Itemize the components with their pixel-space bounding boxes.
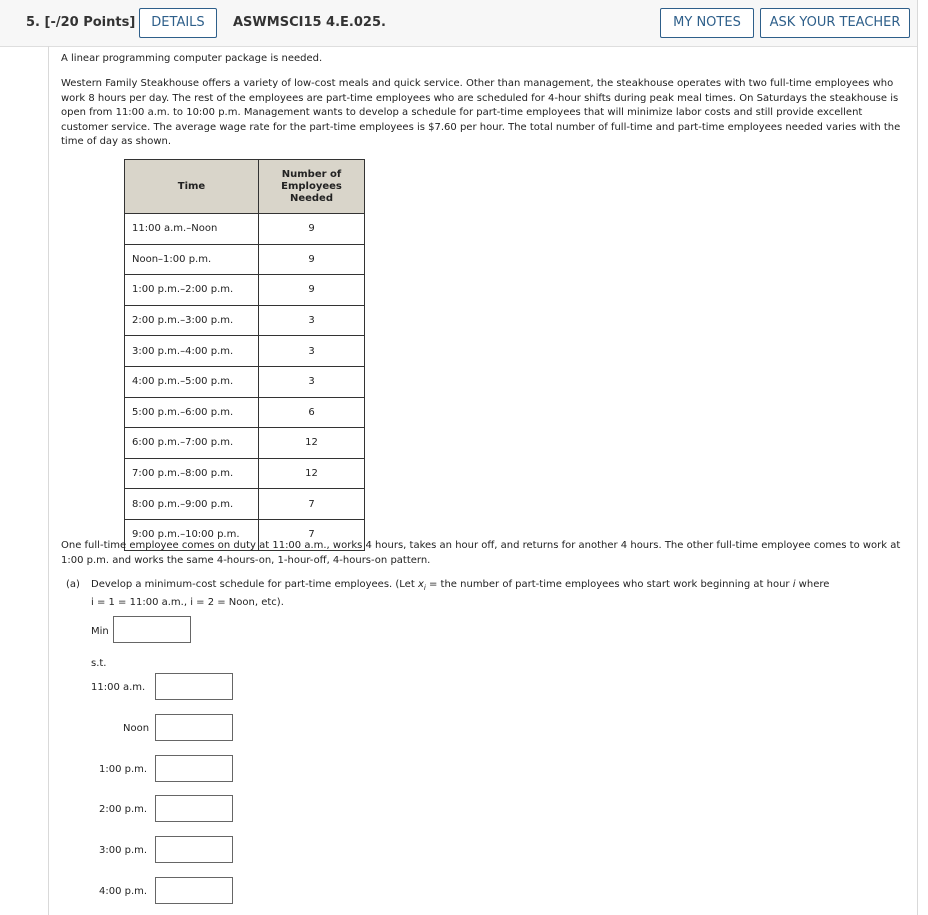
time-cell: 2:00 p.m.–3:00 p.m. [125, 305, 259, 336]
time-cell: Noon–1:00 p.m. [125, 244, 259, 275]
part-a-text-2: = the number of part-time employees who start work beginning at hour [425, 579, 793, 590]
table-row [125, 366, 365, 397]
table-row [125, 397, 365, 428]
my-notes-button[interactable]: MY NOTES [660, 8, 754, 38]
var-x: x [417, 579, 424, 590]
time-cell: 6:00 p.m.–7:00 p.m. [125, 428, 259, 459]
count-cell: 9 [259, 244, 365, 275]
count-cell: 3 [259, 305, 365, 336]
content-frame-right-border [917, 0, 918, 915]
question-number: 5. [-/20 Points] [26, 15, 136, 30]
table-row [125, 336, 365, 367]
part-a-line2: i = 1 = 11:00 a.m., i = 2 = Noon, etc). [91, 596, 284, 608]
count-cell: 12 [259, 428, 365, 459]
count-cell: 7 [259, 519, 365, 550]
time-cell: 11:00 a.m.–Noon [125, 214, 259, 245]
min-label: Min [91, 626, 109, 637]
count-cell: 7 [259, 489, 365, 520]
details-button[interactable]: DETAILS [139, 8, 217, 38]
constraint-input-11am[interactable] [155, 673, 233, 700]
var-x-sub: i [423, 584, 426, 592]
part-a-label: (a) [66, 579, 80, 590]
part-a-text-3: where [795, 579, 830, 590]
question-code: ASWMSCI15 4.E.025. [233, 15, 386, 30]
table-row [125, 305, 365, 336]
constraint-label-noon: Noon [123, 723, 150, 734]
var-i: i [792, 579, 796, 590]
time-cell: 9:00 p.m.–10:00 p.m. [125, 519, 259, 550]
constraint-input-4pm[interactable] [155, 877, 233, 904]
table-header-employees-label: Number of Employees Needed [281, 168, 342, 204]
table-row [125, 244, 365, 275]
content-frame-left-border [48, 46, 49, 915]
part-a-prompt [66, 578, 906, 610]
constraint-label-2pm: 2:00 p.m. [99, 804, 148, 815]
constraint-input-noon[interactable] [155, 714, 233, 741]
count-cell: 9 [259, 275, 365, 306]
count-cell: 6 [259, 397, 365, 428]
count-cell: 9 [259, 214, 365, 245]
constraint-label-3pm: 3:00 p.m. [99, 845, 148, 856]
table-row [125, 428, 365, 459]
table-row [125, 275, 365, 306]
st-label: s.t. [91, 658, 107, 669]
time-cell: 1:00 p.m.–2:00 p.m. [125, 275, 259, 306]
ask-your-teacher-button[interactable]: ASK YOUR TEACHER [760, 8, 910, 38]
time-cell: 7:00 p.m.–8:00 p.m. [125, 458, 259, 489]
count-cell: 3 [259, 336, 365, 367]
intro-text: A linear programming computer package is needed. [61, 53, 323, 64]
table-row [125, 458, 365, 489]
count-cell: 3 [259, 366, 365, 397]
constraint-input-3pm[interactable] [155, 836, 233, 863]
table-row [125, 489, 365, 520]
part-a-text-1: Develop a minimum-cost schedule for part-time employees. (Let [91, 579, 418, 590]
count-cell: 12 [259, 458, 365, 489]
constraint-input-2pm[interactable] [155, 795, 233, 822]
constraint-input-1pm[interactable] [155, 755, 233, 782]
staffing-table [124, 159, 365, 551]
constraint-label-11am: 11:00 a.m. [91, 682, 146, 693]
time-cell: 8:00 p.m.–9:00 p.m. [125, 489, 259, 520]
constraint-label-1pm: 1:00 p.m. [99, 764, 148, 775]
time-cell: 4:00 p.m.–5:00 p.m. [125, 366, 259, 397]
objective-input[interactable] [113, 616, 191, 643]
time-cell: 5:00 p.m.–6:00 p.m. [125, 397, 259, 428]
time-cell: 3:00 p.m.–4:00 p.m. [125, 336, 259, 367]
problem-paragraph: Western Family Steakhouse offers a variety of low-cost meals and quick service. Other than management, the steakhouse operates with two full-time employees who work 8 hours per day. The rest of the employees are part-time employees who are scheduled for 4-hour shifts during peak meal times. On Saturdays the steakhouse is open from 11:00 a.m. to 10:00 p.m. Management wants to develop a schedule for part-time employees that will minimize labor costs and still provide excellent customer service. The average wage rate for the part-time employees is $7.60 per hour. The total number of full-time and part-time employees needed varies with the time of day as shown. [61, 78, 901, 147]
table-row [125, 214, 365, 245]
full-time-paragraph: One full-time employee comes on duty at 11:00 a.m., works 4 hours, takes an hour off, and returns for another 4 hours. The other full-time employee comes to work at 1:00 p.m. and works the same 4-hours-on, 1-hour-off, 4-hours-on pattern. [61, 540, 901, 566]
table-header-time: Time [125, 160, 259, 214]
table-header-employees [259, 160, 365, 214]
constraint-label-4pm: 4:00 p.m. [99, 886, 148, 897]
